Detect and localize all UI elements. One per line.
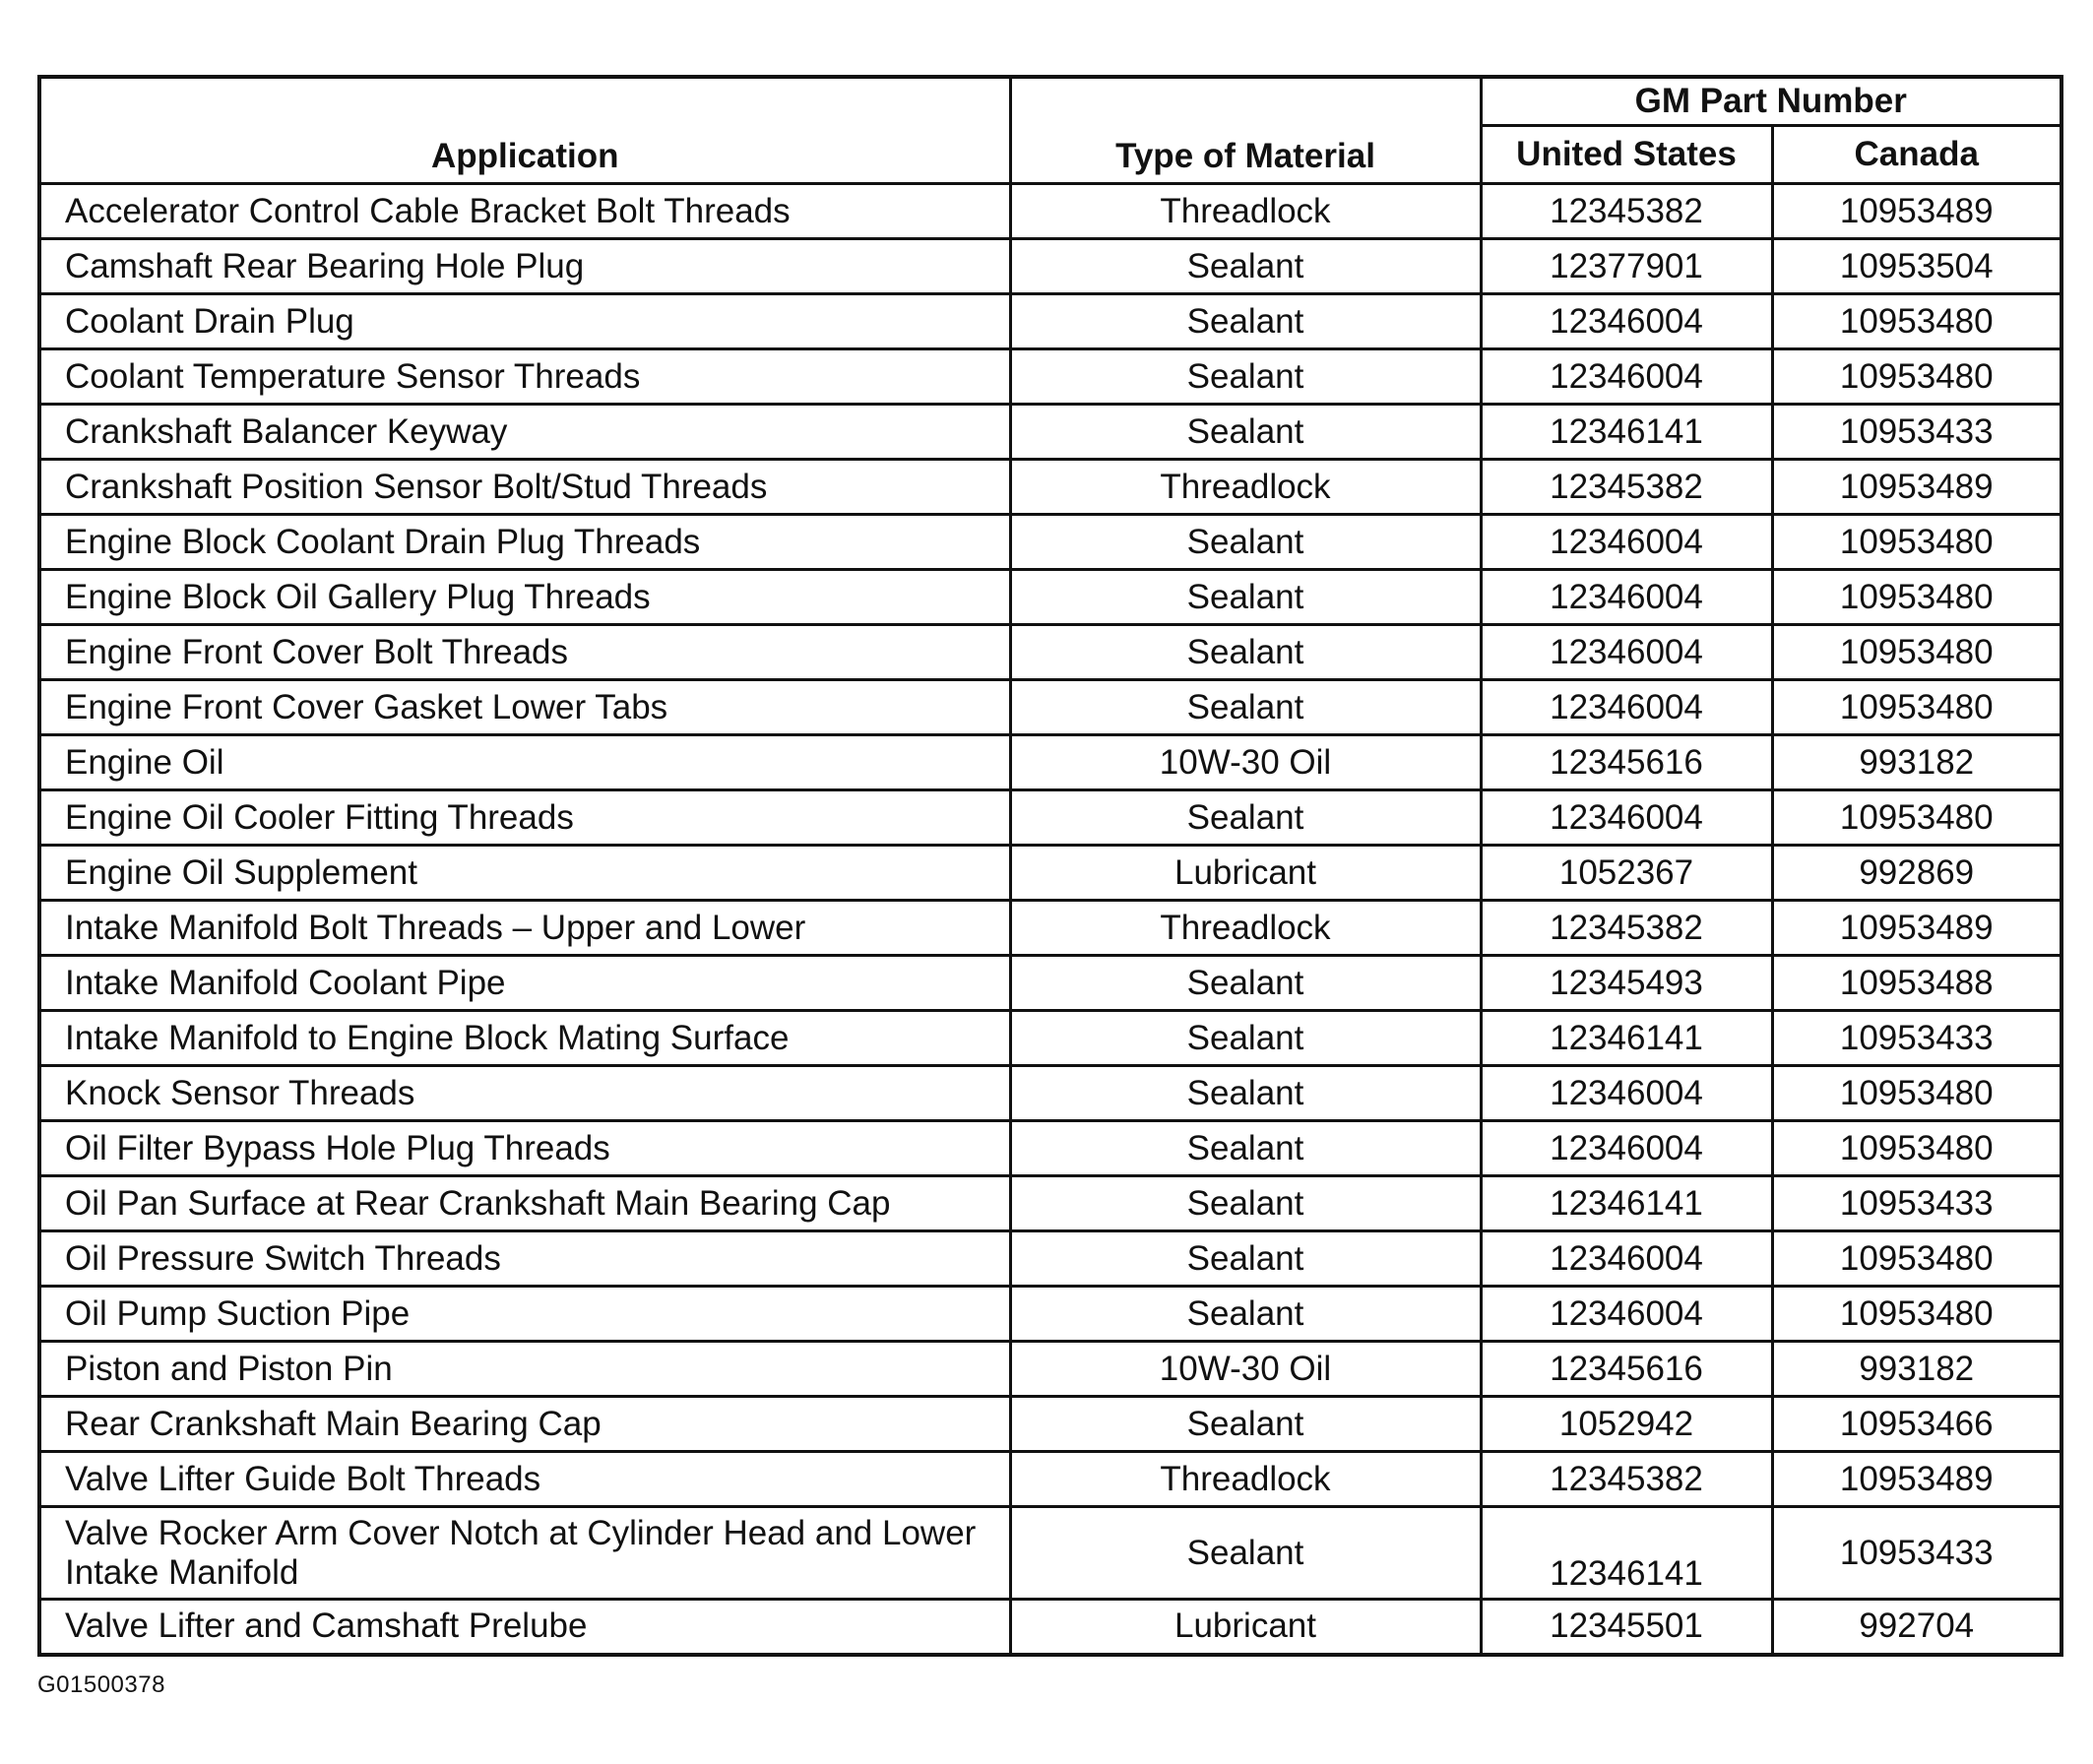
table-row [39, 1507, 2061, 1600]
cell-application: Crankshaft Position Sensor Bolt/Stud Threads [39, 460, 1010, 515]
cell-material: Sealant [1010, 294, 1481, 349]
cell-material: Threadlock [1010, 1452, 1481, 1507]
cell-material: Sealant [1010, 1011, 1481, 1066]
cell-canada-part-number: 993182 [1772, 735, 2061, 790]
table-row [39, 405, 2061, 460]
cell-canada-part-number: 10953480 [1772, 515, 2061, 570]
table-row [39, 1342, 2061, 1397]
cell-canada-part-number: 10953433 [1772, 1011, 2061, 1066]
cell-material: Sealant [1010, 625, 1481, 680]
table-row [39, 735, 2061, 790]
cell-material: Sealant [1010, 1231, 1481, 1287]
cell-application: Valve Lifter Guide Bolt Threads [39, 1452, 1010, 1507]
cell-us-part-number: 1052367 [1481, 846, 1772, 901]
cell-us-part-number: 12346004 [1481, 570, 1772, 625]
cell-canada-part-number: 10953480 [1772, 294, 2061, 349]
header-application: Application [39, 77, 1010, 184]
table-row [39, 846, 2061, 901]
table-row [39, 1287, 2061, 1342]
cell-material: Sealant [1010, 1397, 1481, 1452]
cell-material: Sealant [1010, 680, 1481, 735]
cell-material: Lubricant [1010, 846, 1481, 901]
cell-material: Sealant [1010, 1121, 1481, 1176]
cell-material: Sealant [1010, 1176, 1481, 1231]
cell-us-part-number: 12346004 [1481, 1121, 1772, 1176]
cell-material: Sealant [1010, 570, 1481, 625]
table-row [39, 625, 2061, 680]
cell-application: Valve Lifter and Camshaft Prelube [39, 1600, 1010, 1655]
table-row [39, 1066, 2061, 1121]
header-canada: Canada [1772, 126, 2061, 184]
cell-canada-part-number: 10953488 [1772, 956, 2061, 1011]
table-row [39, 349, 2061, 405]
cell-material: 10W-30 Oil [1010, 1342, 1481, 1397]
cell-us-part-number: 12346004 [1481, 1231, 1772, 1287]
table-row [39, 184, 2061, 239]
cell-canada-part-number: 10953433 [1772, 405, 2061, 460]
table-body [39, 184, 2061, 1655]
cell-application: Piston and Piston Pin [39, 1342, 1010, 1397]
cell-us-part-number: 12346004 [1481, 515, 1772, 570]
cell-application: Knock Sensor Threads [39, 1066, 1010, 1121]
cell-canada-part-number: 10953480 [1772, 1287, 2061, 1342]
sealants-lubricants-table-container [37, 75, 2060, 1657]
cell-us-part-number: 12346141 [1481, 405, 1772, 460]
cell-canada-part-number: 10953480 [1772, 570, 2061, 625]
cell-us-part-number: 12346004 [1481, 625, 1772, 680]
cell-us-part-number: 12346004 [1481, 294, 1772, 349]
table-row [39, 901, 2061, 956]
cell-canada-part-number: 10953480 [1772, 625, 2061, 680]
cell-material: Threadlock [1010, 901, 1481, 956]
cell-application: Intake Manifold Bolt Threads – Upper and Lower [39, 901, 1010, 956]
cell-canada-part-number: 992704 [1772, 1600, 2061, 1655]
cell-application: Oil Filter Bypass Hole Plug Threads [39, 1121, 1010, 1176]
table-row [39, 1176, 2061, 1231]
cell-application: Oil Pan Surface at Rear Crankshaft Main Bearing Cap [39, 1176, 1010, 1231]
cell-us-part-number: 12345382 [1481, 901, 1772, 956]
cell-canada-part-number: 10953433 [1772, 1176, 2061, 1231]
cell-us-part-number: 12346141 [1481, 1176, 1772, 1231]
cell-us-part-number: 12346004 [1481, 349, 1772, 405]
cell-material: Sealant [1010, 349, 1481, 405]
table-row [39, 1121, 2061, 1176]
cell-us-part-number: 12346004 [1481, 1287, 1772, 1342]
cell-application: Engine Block Coolant Drain Plug Threads [39, 515, 1010, 570]
table-row [39, 1231, 2061, 1287]
cell-material: Sealant [1010, 515, 1481, 570]
cell-application: Oil Pump Suction Pipe [39, 1287, 1010, 1342]
table-row [39, 1011, 2061, 1066]
cell-application: Crankshaft Balancer Keyway [39, 405, 1010, 460]
header-gm-part-number: GM Part Number [1481, 77, 2061, 126]
table-row [39, 239, 2061, 294]
table-row [39, 515, 2061, 570]
cell-canada-part-number: 10953466 [1772, 1397, 2061, 1452]
cell-application: Rear Crankshaft Main Bearing Cap [39, 1397, 1010, 1452]
table-row [39, 1452, 2061, 1507]
cell-us-part-number: 12346004 [1481, 680, 1772, 735]
cell-us-part-number: 12345382 [1481, 184, 1772, 239]
table-row [39, 294, 2061, 349]
cell-material: Sealant [1010, 1066, 1481, 1121]
cell-material: Sealant [1010, 790, 1481, 846]
cell-canada-part-number: 10953480 [1772, 680, 2061, 735]
cell-application: Intake Manifold Coolant Pipe [39, 956, 1010, 1011]
cell-canada-part-number: 10953489 [1772, 184, 2061, 239]
cell-application: Engine Oil Supplement [39, 846, 1010, 901]
header-material: Type of Material [1010, 77, 1481, 184]
cell-us-part-number: 12346004 [1481, 790, 1772, 846]
cell-canada-part-number: 10953489 [1772, 901, 2061, 956]
cell-application: Coolant Temperature Sensor Threads [39, 349, 1010, 405]
cell-material: Sealant [1010, 1287, 1481, 1342]
cell-us-part-number: 12346141 [1481, 1011, 1772, 1066]
cell-us-part-number: 12345616 [1481, 1342, 1772, 1397]
cell-material: Sealant [1010, 405, 1481, 460]
cell-material: Sealant [1010, 956, 1481, 1011]
cell-canada-part-number: 10953504 [1772, 239, 2061, 294]
cell-us-part-number: 12345501 [1481, 1600, 1772, 1655]
table-row [39, 680, 2061, 735]
cell-canada-part-number: 10953489 [1772, 460, 2061, 515]
cell-material: 10W-30 Oil [1010, 735, 1481, 790]
cell-application: Camshaft Rear Bearing Hole Plug [39, 239, 1010, 294]
cell-application: Accelerator Control Cable Bracket Bolt Threads [39, 184, 1010, 239]
cell-us-part-number: 12345382 [1481, 460, 1772, 515]
cell-application: Engine Oil Cooler Fitting Threads [39, 790, 1010, 846]
table-row [39, 460, 2061, 515]
cell-application: Engine Oil [39, 735, 1010, 790]
cell-us-part-number: 12346141 [1481, 1507, 1772, 1600]
cell-application: Engine Block Oil Gallery Plug Threads [39, 570, 1010, 625]
cell-us-part-number: 12345616 [1481, 735, 1772, 790]
table-row [39, 570, 2061, 625]
cell-application: Valve Rocker Arm Cover Notch at Cylinder Head and Lower Intake Manifold [39, 1507, 1010, 1600]
cell-application: Coolant Drain Plug [39, 294, 1010, 349]
cell-us-part-number: 12345382 [1481, 1452, 1772, 1507]
cell-canada-part-number: 993182 [1772, 1342, 2061, 1397]
table-row [39, 1600, 2061, 1655]
cell-material: Sealant [1010, 239, 1481, 294]
cell-canada-part-number: 10953489 [1772, 1452, 2061, 1507]
table-row [39, 1397, 2061, 1452]
header-united-states: United States [1481, 126, 1772, 184]
cell-material: Threadlock [1010, 184, 1481, 239]
cell-canada-part-number: 992869 [1772, 846, 2061, 901]
cell-us-part-number: 12346004 [1481, 1066, 1772, 1121]
cell-application: Oil Pressure Switch Threads [39, 1231, 1010, 1287]
cell-material: Lubricant [1010, 1600, 1481, 1655]
table-row [39, 956, 2061, 1011]
cell-application: Intake Manifold to Engine Block Mating Surface [39, 1011, 1010, 1066]
cell-canada-part-number: 10953480 [1772, 1066, 2061, 1121]
sealants-lubricants-table [37, 75, 2063, 1657]
figure-id: G01500378 [37, 1671, 165, 1698]
cell-material: Threadlock [1010, 460, 1481, 515]
cell-us-part-number: 12377901 [1481, 239, 1772, 294]
table-row [39, 790, 2061, 846]
cell-application: Engine Front Cover Bolt Threads [39, 625, 1010, 680]
cell-canada-part-number: 10953480 [1772, 790, 2061, 846]
cell-material: Sealant [1010, 1507, 1481, 1600]
cell-us-part-number: 1052942 [1481, 1397, 1772, 1452]
cell-canada-part-number: 10953433 [1772, 1507, 2061, 1600]
cell-canada-part-number: 10953480 [1772, 1121, 2061, 1176]
cell-canada-part-number: 10953480 [1772, 1231, 2061, 1287]
cell-application: Engine Front Cover Gasket Lower Tabs [39, 680, 1010, 735]
cell-us-part-number: 12345493 [1481, 956, 1772, 1011]
cell-canada-part-number: 10953480 [1772, 349, 2061, 405]
